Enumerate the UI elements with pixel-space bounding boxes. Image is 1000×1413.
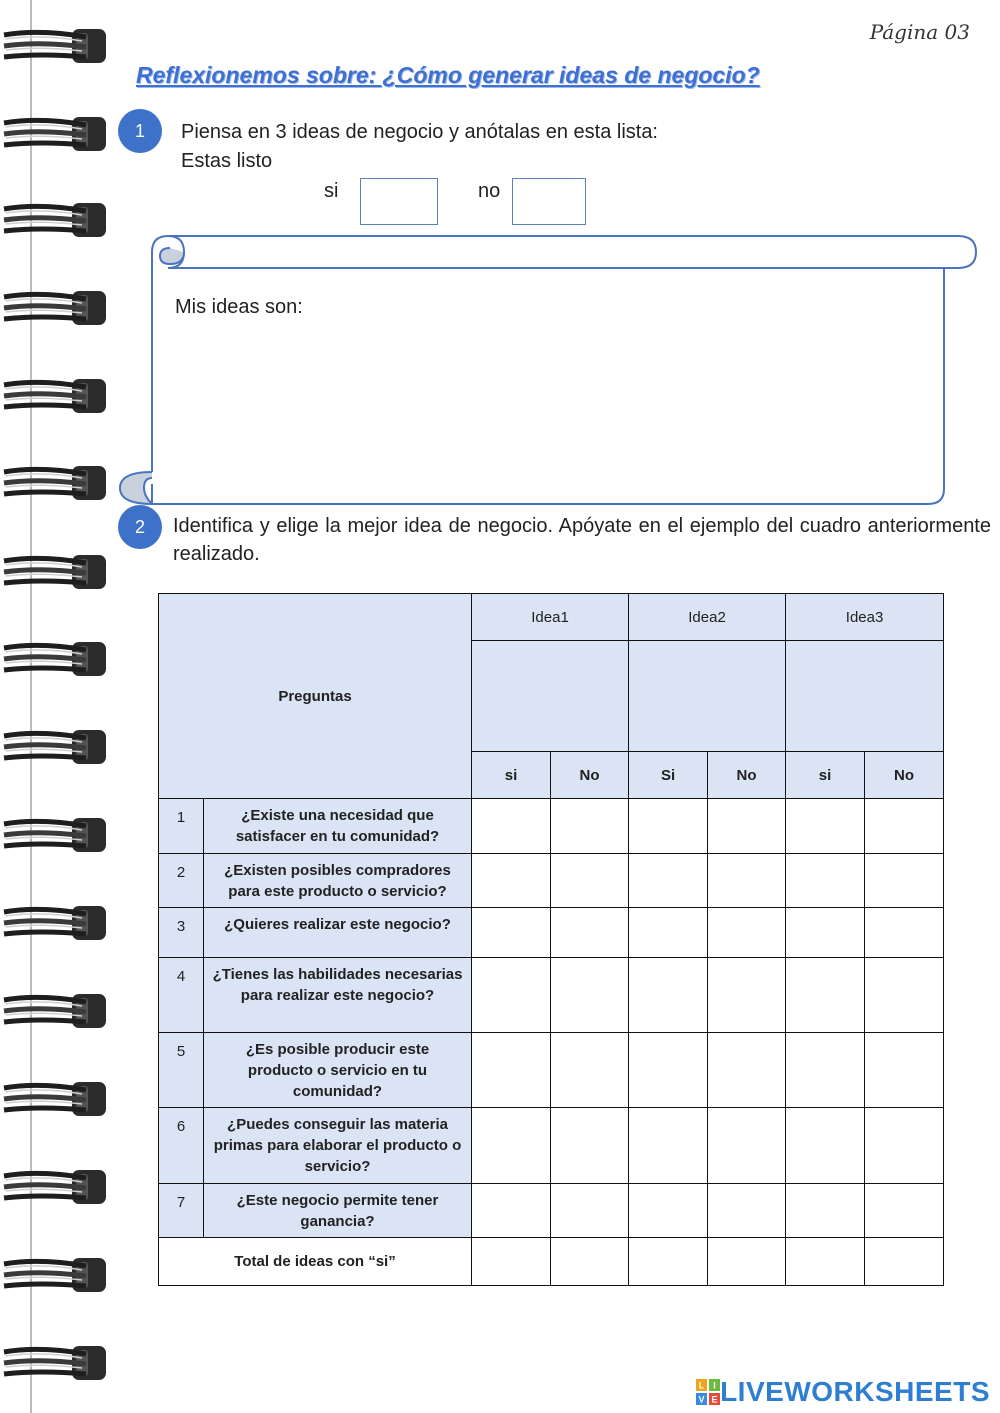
spiral-ring (0, 25, 110, 69)
idea-2-yes-header: Si (629, 752, 708, 799)
idea-2-yes-answer-cell[interactable] (629, 854, 708, 908)
liveworksheets-logo-icon (696, 1379, 720, 1405)
spiral-ring (0, 814, 110, 858)
question-number: 3 (159, 908, 204, 958)
question-number: 2 (159, 854, 204, 908)
idea-1-yes-total-cell[interactable] (472, 1238, 551, 1286)
question-text: ¿Existen posibles compradores para este producto o servicio? (204, 854, 472, 908)
idea-2-yes-answer-cell[interactable] (629, 908, 708, 958)
spiral-ring (0, 1342, 110, 1386)
idea-3-yes-answer-cell[interactable] (786, 854, 865, 908)
idea-2-no-header: No (708, 752, 786, 799)
idea-1-header: Idea1 (472, 594, 629, 641)
question-number: 1 (159, 799, 204, 854)
idea-3-yes-answer-cell[interactable] (786, 799, 865, 854)
spiral-ring (0, 638, 110, 682)
yes-answer-box[interactable] (360, 178, 438, 225)
idea-2-no-answer-cell[interactable] (708, 799, 786, 854)
spiral-ring (0, 1254, 110, 1298)
step-2-instruction: Identifica y elige la mejor idea de negocio. Apóyate en el ejemplo del cuadro anteriormente realizado. (173, 515, 991, 565)
idea-2-no-answer-cell[interactable] (708, 958, 786, 1033)
idea-1-no-answer-cell[interactable] (551, 1108, 629, 1184)
svg-text:E: E (711, 1394, 718, 1405)
spiral-ring (0, 199, 110, 243)
idea-3-yes-header: si (786, 752, 865, 799)
idea-2-yes-total-cell[interactable] (629, 1238, 708, 1286)
idea-3-header: Idea3 (786, 594, 944, 641)
table-row (159, 1033, 944, 1108)
spiral-ring (0, 726, 110, 770)
idea-3-no-answer-cell[interactable] (865, 854, 944, 908)
table-row (159, 1108, 944, 1184)
table-row (159, 799, 944, 854)
idea-2-no-answer-cell[interactable] (708, 1033, 786, 1108)
spiral-ring (0, 462, 110, 506)
idea-1-yes-answer-cell[interactable] (472, 799, 551, 854)
question-number: 6 (159, 1108, 204, 1184)
liveworksheets-brand: LIVEWORKSHEETS (720, 1376, 990, 1407)
idea-1-yes-answer-cell[interactable] (472, 908, 551, 958)
spiral-ring (0, 902, 110, 946)
idea-1-no-answer-cell[interactable] (551, 799, 629, 854)
idea-2-yes-answer-cell[interactable] (629, 1184, 708, 1238)
idea-1-no-header: No (551, 752, 629, 799)
spiral-ring (0, 113, 110, 157)
question-number: 7 (159, 1184, 204, 1238)
idea-3-yes-answer-cell[interactable] (786, 958, 865, 1033)
idea-1-yes-answer-cell[interactable] (472, 1184, 551, 1238)
idea-3-no-header: No (865, 752, 944, 799)
ideas-label: Mis ideas son: (175, 296, 303, 318)
idea-1-yes-answer-cell[interactable] (472, 1108, 551, 1184)
idea-3-yes-answer-cell[interactable] (786, 908, 865, 958)
yes-label: si (324, 180, 339, 202)
idea-3-no-answer-cell[interactable] (865, 1108, 944, 1184)
idea-1-yes-answer-cell[interactable] (472, 958, 551, 1033)
idea-1-no-answer-cell[interactable] (551, 1184, 629, 1238)
idea-3-no-answer-cell[interactable] (865, 1033, 944, 1108)
question-text: ¿Este negocio permite tener ganancia? (204, 1184, 472, 1238)
question-number: 5 (159, 1033, 204, 1108)
table-row (159, 908, 944, 958)
step-1-instruction (181, 118, 658, 176)
page-number: Página 03 (869, 20, 970, 44)
svg-text:L: L (698, 1380, 705, 1391)
table-row (159, 958, 944, 1033)
table-row (159, 854, 944, 908)
idea-2-no-answer-cell[interactable] (708, 1108, 786, 1184)
idea-3-no-answer-cell[interactable] (865, 908, 944, 958)
total-row (159, 1238, 944, 1286)
idea-2-no-answer-cell[interactable] (708, 908, 786, 958)
idea-3-no-total-cell[interactable] (865, 1238, 944, 1286)
spiral-ring (0, 1166, 110, 1210)
idea-2-yes-answer-cell[interactable] (629, 958, 708, 1033)
no-answer-box[interactable] (512, 178, 586, 225)
idea-2-no-total-cell[interactable] (708, 1238, 786, 1286)
table-row (159, 1184, 944, 1238)
idea-2-no-answer-cell[interactable] (708, 1184, 786, 1238)
ideas-input[interactable] (175, 330, 919, 484)
idea-1-yes-answer-cell[interactable] (472, 854, 551, 908)
idea-3-no-answer-cell[interactable] (865, 958, 944, 1033)
question-text: ¿Es posible producir este producto o servicio en tu comunidad? (204, 1033, 472, 1108)
question-number: 4 (159, 958, 204, 1033)
idea-1-no-answer-cell[interactable] (551, 854, 629, 908)
no-label: no (478, 180, 501, 202)
question-text: ¿Quieres realizar este negocio? (204, 908, 472, 958)
question-text: ¿Puedes conseguir las materia primas para elaborar el producto o servicio? (204, 1108, 472, 1184)
svg-text:I: I (713, 1380, 716, 1391)
idea-1-no-answer-cell[interactable] (551, 958, 629, 1033)
spiral-ring (0, 375, 110, 419)
ready-prompt: Estas listo (181, 150, 273, 172)
idea-1-yes-answer-cell[interactable] (472, 1033, 551, 1108)
question-text: ¿Tienes las habilidades necesarias para realizar este negocio? (204, 958, 472, 1033)
idea-3-input-cell[interactable] (786, 641, 944, 752)
idea-1-no-answer-cell[interactable] (551, 1033, 629, 1108)
idea-3-yes-answer-cell[interactable] (786, 1108, 865, 1184)
evaluation-table (158, 593, 944, 1286)
idea-2-no-answer-cell[interactable] (708, 854, 786, 908)
idea-2-yes-answer-cell[interactable] (629, 1108, 708, 1184)
idea-3-yes-total-cell[interactable] (786, 1238, 865, 1286)
spiral-ring (0, 1078, 110, 1122)
idea-2-yes-answer-cell[interactable] (629, 799, 708, 854)
idea-3-yes-answer-cell[interactable] (786, 1033, 865, 1108)
questions-header: Preguntas (159, 594, 472, 799)
idea-1-input-cell[interactable] (472, 641, 629, 752)
idea-2-header: Idea2 (629, 594, 786, 641)
spiral-ring (0, 287, 110, 331)
question-text: ¿Existe una necesidad que satisfacer en tu comunidad? (204, 799, 472, 854)
step-1-badge: 1 (118, 109, 162, 153)
idea-3-no-answer-cell[interactable] (865, 1184, 944, 1238)
svg-text:V: V (698, 1394, 705, 1405)
spiral-ring (0, 990, 110, 1034)
idea-3-yes-answer-cell[interactable] (786, 1184, 865, 1238)
idea-3-no-answer-cell[interactable] (865, 799, 944, 854)
idea-1-no-answer-cell[interactable] (551, 908, 629, 958)
total-label: Total de ideas con “si” (159, 1238, 472, 1286)
liveworksheets-logo (696, 1376, 990, 1408)
page-title: Reflexionemos sobre: ¿Cómo generar ideas de negocio? (136, 62, 760, 88)
spiral-ring (0, 551, 110, 595)
idea-1-yes-header: si (472, 752, 551, 799)
step-2-badge: 2 (118, 505, 162, 549)
step-1-instruction-text: Piensa en 3 ideas de negocio y anótalas en esta lista: (181, 121, 658, 143)
idea-2-yes-answer-cell[interactable] (629, 1033, 708, 1108)
idea-1-no-total-cell[interactable] (551, 1238, 629, 1286)
idea-2-input-cell[interactable] (629, 641, 786, 752)
